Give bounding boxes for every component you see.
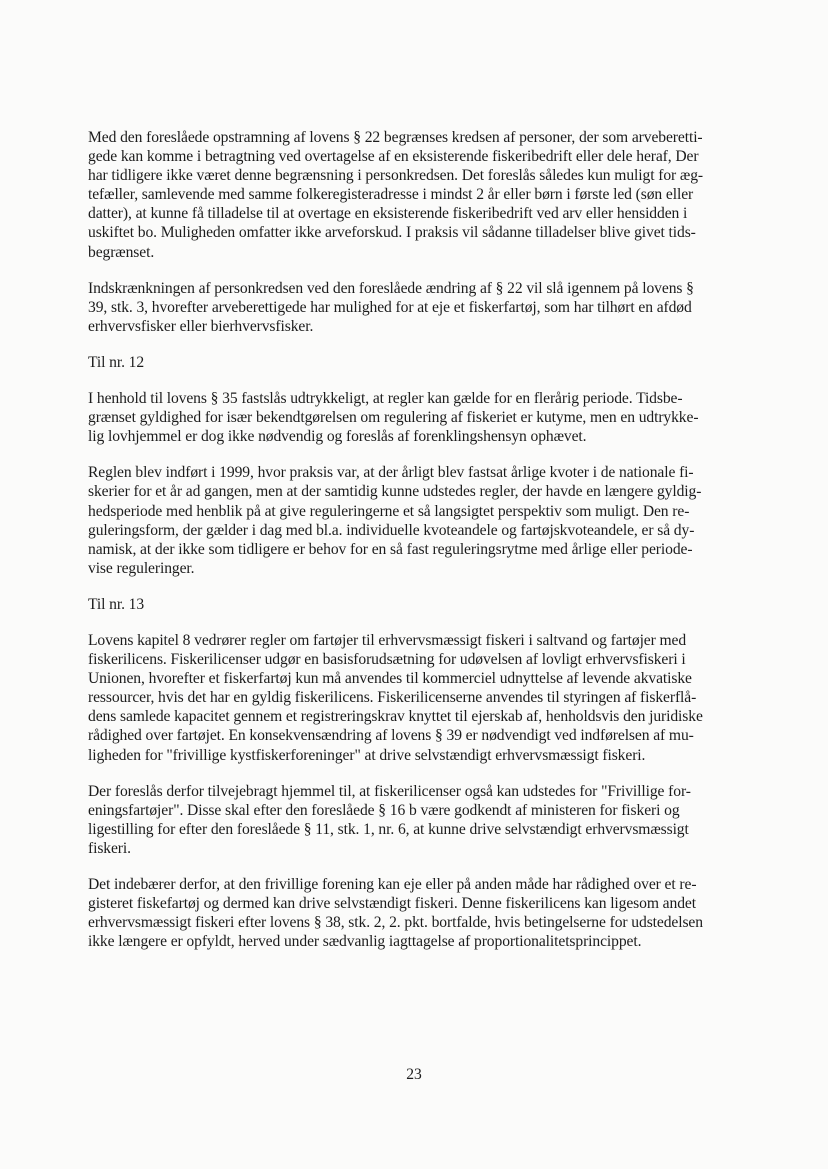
paragraph-line: tefæller, samlevende med samme folkeregisteradresse i mindst 2 år eller børn i første led (søn eller bbox=[88, 186, 694, 204]
paragraph-line: guleringsform, der gælder i dag med bl.a. individuelle kvoteandele og fartøjskvoteandele, er så dy- bbox=[88, 521, 695, 539]
body-paragraph bbox=[88, 279, 734, 336]
body-paragraph bbox=[88, 875, 734, 951]
section-heading: Til nr. 12 bbox=[88, 353, 145, 371]
paragraph-line: Der foreslås derfor tilvejebragt hjemmel til, at fiskerilicenser også kan udstedes for "Frivillige for- bbox=[88, 782, 691, 800]
paragraph-line: 39, stk. 3, hvorefter arveberettigede har mulighed for at eje et fiskerfartøj, som har tilhørt en afdød bbox=[88, 298, 692, 316]
paragraph-line: ligestilling for efter den foreslåede § 11, stk. 1, nr. 6, at kunne drive selvstændigt erhvervsmæssigt bbox=[88, 820, 689, 838]
paragraph-line: ikke længere er opfyldt, herved under sædvanlig iagttagelse af proportionalitetsprincippet. bbox=[88, 933, 642, 951]
document-body bbox=[88, 128, 734, 968]
paragraph-line: har tidligere ikke været denne begrænsning i personkredsen. Det foreslås således kun muligt for æg- bbox=[88, 167, 703, 185]
paragraph-line: fiskeri. bbox=[88, 839, 131, 857]
paragraph-line: Reglen blev indført i 1999, hvor praksis var, at der årligt blev fastsat årlige kvoter i de nationale fi- bbox=[88, 464, 694, 482]
paragraph-line: dens samlede kapacitet gennem et registreringskrav knyttet til ejerskab af, henholdsvis den juridiske bbox=[88, 708, 703, 726]
body-paragraph bbox=[88, 128, 734, 262]
body-paragraph bbox=[88, 631, 734, 765]
paragraph-line: vise reguleringer. bbox=[88, 559, 195, 577]
paragraph-line: Indskrænkningen af personkredsen ved den foreslåede ændring af § 22 vil slå igennem på lovens § bbox=[88, 279, 694, 297]
paragraph-line: Unionen, hvorefter et fiskerfartøj kun må anvendes til kommerciel udnyttelse af levende akvatiske bbox=[88, 670, 692, 688]
paragraph-line: Med den foreslåede opstramning af lovens § 22 begrænses kredsen af personer, der som arveberetti- bbox=[88, 129, 703, 146]
paragraph-line: gede kan komme i betragtning ved overtagelse af en eksisterende fiskeribedrift eller dele heraf, Der bbox=[88, 148, 699, 166]
paragraph-line: erhvervsfisker eller bierhvervsfisker. bbox=[88, 317, 314, 335]
paragraph-line: uskiftet bo. Muligheden omfatter ikke arveforskud. I praksis vil sådanne tilladelser blive givet tids- bbox=[88, 224, 696, 242]
paragraph-line: rådighed over fartøjet. En konsekvensændring af lovens § 39 er nødvendigt ved indførelsen af mu- bbox=[88, 727, 694, 745]
paragraph-line: lig lovhjemmel er dog ikke nødvendig og foreslås af forenklingshensyn ophævet. bbox=[88, 428, 587, 446]
paragraph-line: erhvervsmæssigt fiskeri efter lovens § 38, stk. 2, 2. pkt. bortfalde, hvis betingelserne for udstedelsen bbox=[88, 914, 703, 932]
body-paragraph bbox=[88, 782, 734, 858]
paragraph-line: ligheden for "frivillige kystfiskerforeninger" at drive selvstændigt erhvervsmæssigt fiskeri. bbox=[88, 746, 646, 764]
section-heading: Til nr. 13 bbox=[88, 595, 145, 613]
body-paragraph bbox=[88, 463, 734, 578]
paragraph-line: ressourcer, hvis det har en gyldig fiskerilicens. Fiskerilicenserne anvendes til styringen af fiskerflå- bbox=[88, 689, 697, 707]
paragraph-line: eningsfartøjer". Disse skal efter den foreslåede § 16 b være godkendt af ministeren for fiskeri og bbox=[88, 801, 680, 819]
paragraph-line: Lovens kapitel 8 vedrører regler om fartøjer til erhvervsmæssigt fiskeri i saltvand og fartøjer med bbox=[88, 631, 687, 649]
paragraph-line: Det indebærer derfor, at den frivillige forening kan eje eller på anden måde har rådighed over et re- bbox=[88, 876, 697, 893]
paragraph-line: gisteret fiskefartøj og dermed kan drive selvstændigt fiskeri. Denne fiskerilicens kan ligesom andet bbox=[88, 895, 696, 913]
page-number: 23 bbox=[406, 1066, 422, 1083]
paragraph-line: I henhold til lovens § 35 fastslås udtrykkeligt, at regler kan gælde for en flerårig periode. Tidsbe- bbox=[88, 390, 683, 408]
paragraph-line: datter), at kunne få tilladelse til at overtage en eksisterende fiskeribedrift ved arv eller hensidden i bbox=[88, 205, 688, 223]
paragraph-line: begrænset. bbox=[88, 243, 155, 261]
paragraph-line: hedsperiode med henblik på at give reguleringerne et så langsigtet perspektiv som muligt. Den re- bbox=[88, 502, 690, 520]
paragraph-line: skerier for et år ad gangen, men at der samtidig kunne udstedes regler, der havde en længere gyldig- bbox=[88, 483, 702, 501]
paragraph-line: grænset gyldighed for især bekendtgørelsen om regulering af fiskeriet er kutyme, men en udtrykke- bbox=[88, 409, 699, 427]
body-paragraph bbox=[88, 389, 734, 446]
paragraph-line: namisk, at der ikke som tidligere er behov for en så fast reguleringsrytme med årlige eller periode- bbox=[88, 540, 693, 558]
paragraph-line: fiskerilicens. Fiskerilicenser udgør en basisforudsætning for udøvelsen af lovligt erhvervsfiskeri i bbox=[88, 651, 686, 669]
